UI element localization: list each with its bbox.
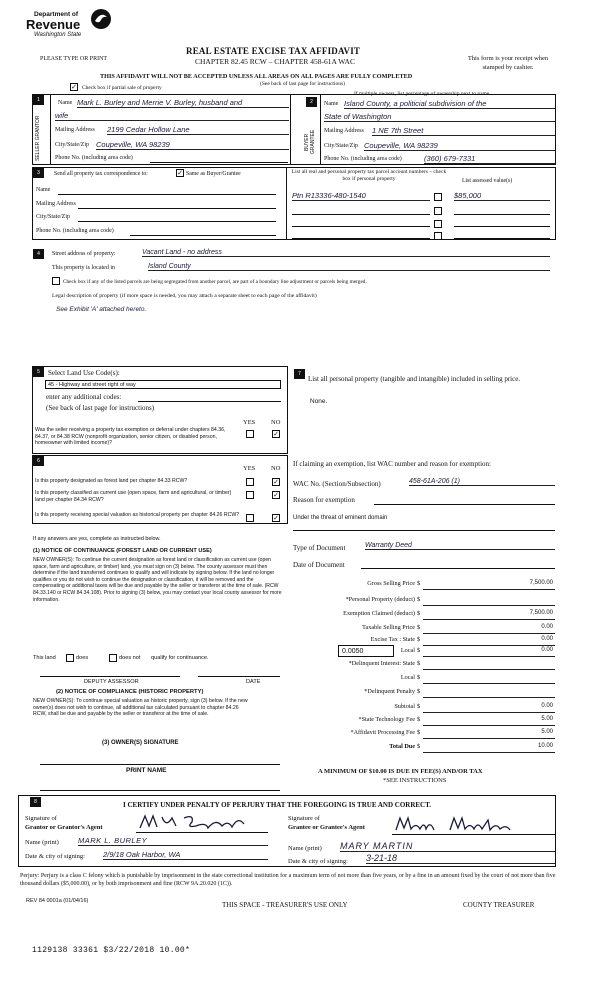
personal-property-title: List all personal property (tangible and intangible) included in selling price. [308,375,521,383]
print-name-label: PRINT NAME [126,767,167,774]
parcel-number-1[interactable]: Ptn R13336-480-1540 [292,191,430,201]
fee-dollar-sign: $ [417,610,421,617]
treasurer-use-only: THIS SPACE - TREASURER'S USE ONLY [222,901,348,909]
exemption-deferral-question: Was the seller receiving a property tax exemption or deferral under chapters 84.36, 84.37, or 84.38 RCW (nonprofit organization, senior citizen, or disabled person, homeowner with limited income)? [35,427,226,446]
fee-dollar-sign: $ [417,716,421,723]
grantor-date-city[interactable]: 2/9/18 Oak Harbor, WA [103,850,268,860]
reason-label: Reason for exemption [293,496,355,504]
located-label: This property is located in [52,265,115,271]
seller-city[interactable]: Coupeville, WA 98239 [96,140,289,150]
dor-logo [8,8,128,52]
receipt-stamp: 1129138 33361 $3/22/2018 10.00* [32,946,191,955]
personal-property-value[interactable]: None. [310,398,328,405]
parcel-1-checkbox[interactable] [434,193,442,201]
fee-value[interactable]: 7,500.00 [529,610,553,616]
forest-q3-yes-checkbox[interactable] [246,514,254,522]
fee-row [293,743,555,753]
fee-dollar-sign: $ [417,743,421,750]
section-6-badge: 6 [33,456,44,466]
notice-continuance-title: (1) NOTICE OF CONTINUANCE (FOREST LAND OR CURRENT USE) [33,548,212,554]
section-5-badge: 5 [33,367,44,377]
deferral-yes-checkbox[interactable] [246,430,254,438]
assessed-header: List assessed value(s) [462,178,513,184]
deputy-assessor-label: DEPUTY ASSESSOR [84,679,139,685]
fee-label: *State Technology Fee [358,716,415,723]
buyer-address-label: Mailing Address [324,128,364,134]
assessed-value-1[interactable]: $85,000 [454,191,550,201]
fee-value[interactable]: 0.00 [541,624,553,630]
fee-row [293,729,555,739]
legal-label: Legal description of property (if more space is needed, you may attach a separate sheet to each page of the affidavit) [52,293,317,299]
forest-no-header: NO [271,465,281,472]
forest-q1: Is this property designated as forest land per chapter 84.33 RCW? [35,478,188,484]
land-use-no-header: NO [271,419,281,426]
fee-value[interactable]: 7,500.00 [529,580,553,586]
grantee-signature[interactable] [392,814,542,836]
fee-label: Gross Selling Price [367,580,415,587]
land-does-label: This land [33,655,56,661]
land-use-see-back: (See back of last page for instructions) [46,404,155,412]
fee-value[interactable]: 0.00 [541,647,553,653]
land-use-code-select[interactable]: 45 - Highway and street right of way [45,380,281,389]
grantor-name-label: Name (print) [25,839,59,846]
parcel-2-checkbox[interactable] [434,207,442,215]
fee-dollar-sign: $ [417,729,421,736]
buyer-phone[interactable]: (360) 679-7331 [424,154,555,164]
grantor-sig-label-1: Signature of [25,815,57,822]
qualify-label: qualify for continuance. [151,655,209,661]
agency-line3: Washington State [34,32,82,38]
land-use-title: Select Land Use Code(s): [48,369,120,377]
dor-emblem-icon [90,8,112,34]
forest-q2-yes-checkbox[interactable] [246,491,254,499]
buyer-name-2[interactable]: State of Washington [324,112,555,122]
seller-city-label: City/State/Zip [55,142,89,148]
buyer-side-label: BUYER GRANTEE [304,129,316,155]
chapter-line: CHAPTER 82.45 RCW – CHAPTER 458-61A WAC [195,57,355,66]
minimum-fee-note: A MINIMUM OF $10.00 IS DUE IN FEE(S) AND/OR TAX [318,768,483,775]
does-label: does [76,655,89,661]
fee-label: Local [400,674,415,681]
fee-dollar-sign: $ [417,596,421,603]
partial-sale-label: Check box if partial sale of property [82,85,162,91]
seller-address-label: Mailing Address [55,127,95,133]
buyer-name-1[interactable]: Island County, a politicial subdivision of the [344,99,555,109]
corr-phone-label: Phone No. (including area code) [36,228,114,234]
land-does-checkbox[interactable] [66,654,74,662]
grantee-date-label: Date & city of signing: [288,858,348,865]
fee-line [423,738,555,739]
grantee-sig-label-1: Signature of [288,815,320,822]
forest-q3-no-checkbox[interactable]: ✓ [273,514,279,522]
fee-dollar-sign: $ [417,660,421,667]
grantee-sig-label-2: Grantee or Grantee's Agent [288,824,365,831]
fee-value[interactable]: 0.00 [541,636,553,642]
fee-line [423,712,555,713]
fee-value[interactable]: 0.00 [541,703,553,709]
seller-name-1[interactable]: Mark L. Burley and Merrie V. Burley, husband and [77,98,289,108]
seller-phone-label: Phone No. (including area code) [55,155,133,161]
street-address[interactable]: Vacant Land - no address [142,249,550,257]
fee-value[interactable]: 5.00 [541,729,553,735]
corr-city-label: City/State/Zip [36,214,70,220]
fee-line [423,752,555,753]
buyer-name-label: Name [324,101,339,107]
fee-line [423,605,555,606]
deferral-no-checkbox[interactable]: ✓ [273,430,279,438]
receipt-note: This form is your receipt when stamped by cashier. [467,55,549,71]
grantor-signature[interactable] [136,812,276,834]
buyer-city[interactable]: Coupeville, WA 98239 [364,141,555,151]
grantee-date-city[interactable]: 3-21-18 [366,853,555,864]
perjury-notice: Perjury: Perjury is a class C felony which is punishable by imprisonment in the state correctional institution for a maximum term of not more than five years, or by a fine in an amount fixed by the court of not more than five thousand dollars ($5,000.00), or by both imprisonment and fine (RCW 9A.20.020 (1C)). [20,873,556,887]
seller-name-2[interactable]: wife [55,111,289,121]
forest-yes-header: YES [243,465,256,472]
does-not-label: does not [119,655,141,661]
same-as-buyer-checkbox[interactable]: ✓ [177,169,183,177]
fee-line [423,589,555,590]
forest-q1-yes-checkbox[interactable] [246,478,254,486]
section-1-badge: 1 [33,95,44,105]
fee-row [293,580,555,590]
seller-address[interactable]: 2199 Cedar Hollow Lane [107,125,289,135]
forest-q2: Is this property classified as current use (open space, farm and agricultural, or timber) land per chapter 84.34 RCW? [35,490,232,503]
grantor-sig-label-2: Grantor or Grantor's Agent [25,824,103,831]
form-revision: REV 84 0001a (01/04/16) [26,898,89,904]
deputy-date-label: DATE [246,679,261,685]
fee-line [423,683,555,684]
fee-row [293,674,555,684]
form-title: REAL ESTATE EXCISE TAX AFFIDAVIT [186,46,361,56]
fee-line [423,619,555,620]
fee-dollar-sign: $ [417,647,421,654]
fee-line [423,645,555,646]
see-instructions: *SEE INSTRUCTIONS [383,777,447,784]
located-county[interactable]: Island County [148,263,550,271]
fee-row [293,647,555,657]
fee-label: Taxable Selling Price [362,624,415,631]
see-back-header: (See back of last page for instructions) [260,81,345,87]
section-4-badge: 4 [33,249,44,259]
fee-line [423,656,555,657]
legal-description[interactable]: See Exhibit 'A' attached hereto. [56,306,147,313]
doc-type-value[interactable]: Warranty Deed [365,542,555,550]
street-label: Street address of property: [52,251,116,257]
land-use-yes-header: YES [243,419,256,426]
fee-label: Subtotal [394,703,415,710]
buyer-address[interactable]: 1 NE 7th Street [372,126,555,136]
fee-row [293,610,555,620]
fee-label: *Delinquent Penalty [364,688,415,695]
section-2-badge: 2 [306,97,317,107]
warning-text: THIS AFFIDAVIT WILL NOT BE ACCEPTED UNLESS ALL AREAS ON ALL PAGES ARE FULLY COMPLETED [100,73,413,80]
same-as-buyer-label: Same as Buyer/Grantee [186,171,241,177]
fee-dollar-sign: $ [417,703,421,710]
section-8-badge: 8 [30,797,41,807]
owner-signature-label: (3) OWNER(S) SIGNATURE [102,740,179,746]
fee-row [293,660,555,670]
wac-label: WAC No. (Section/Subsection) [293,480,381,488]
seller-side-label: SELLER GRANTOR [35,115,41,161]
section-7-badge: 7 [294,369,305,379]
fee-value[interactable]: 10.00 [537,743,553,749]
notice-continuance-body: NEW OWNER(S): To continue the current designation as forest land or classification as current use (open space, farm and agriculture, or timber) land, you must sign on (3) below. The county assessor must then determine if the land transferred continues to qualify and will indicate by signing below. If the land no longer qualifies or you do not wish to continue the designation or classification, it will be removed and the compensating or additional taxes will be due and payable by the seller or transferor at the time of sale. (RCW 84.33.140 or RCW 84.34.108). Prior to signing (3) below, you may contact your local county assessor for more information. [33,557,282,603]
parcel-4-checkbox[interactable] [434,232,442,240]
buyer-city-label: City/State/Zip [324,143,358,149]
grantor-date-label: Date & city of signing: [25,853,85,860]
fee-label: Local [400,647,415,654]
land-does-not-checkbox[interactable] [109,654,117,662]
forest-q2-no-checkbox[interactable]: ✓ [273,491,279,499]
doc-date-label: Date of Document [293,561,345,569]
fee-dollar-sign: $ [417,636,421,643]
fee-dollar-sign: $ [417,580,421,587]
exemption-title: If claiming an exemption, list WAC number and reason for exemption: [293,460,491,468]
fee-label: Total Due [389,743,415,750]
please-type: PLEASE TYPE OR PRINT [40,56,108,62]
forest-if-yes: If any answers are yes, complete as instructed below. [33,536,161,542]
grantee-name[interactable]: MARY MARTIN [340,841,555,852]
fee-row [293,716,555,726]
forest-q1-no-checkbox[interactable]: ✓ [273,478,279,486]
agency-line1: Department of [34,11,79,18]
partial-sale-checkbox[interactable]: ✓ [71,83,77,91]
buyer-phone-label: Phone No. (including area code) [324,156,402,162]
corr-name-label: Name [36,187,51,193]
fee-label: *Personal Property (deduct) [345,596,415,603]
fee-dollar-sign: $ [417,688,421,695]
fee-row [293,596,555,606]
fee-dollar-sign: $ [417,674,421,681]
seller-name-label: Name [58,100,73,106]
fee-line [423,697,555,698]
fee-label: *Delinquent Interest: State [348,660,415,667]
fee-row [293,624,555,634]
fee-label: *Affidavit Processing Fee [350,729,415,736]
parcel-3-checkbox[interactable] [434,220,442,228]
fee-value[interactable]: 5.00 [541,716,553,722]
fee-line [423,669,555,670]
wac-number[interactable]: 458-61A-206 (1) [409,478,555,486]
fee-label: Excise Tax : State [370,636,415,643]
forest-q3: Is this property receiving special valuation as historical property per chapter 84.26 RCW? [35,512,240,518]
fee-row [293,688,555,698]
doc-type-label: Type of Document [293,544,346,552]
notice-compliance-body: NEW OWNER(S): To continue special valuation as historic property, sign (3) below. If the new owner(s) does not wish to continue, all additional tax calculated pursuant to chapter 84.26 RCW, shall be due and payable by the seller or transferor at the time of sale. [33,698,248,718]
multiple-owners-note: If multiple owners, list percentage of ownership next to name [354,91,490,97]
agency-line2: Revenue [26,17,81,32]
fee-row [293,636,555,646]
county-treasurer: COUNTY TREASURER [463,901,535,909]
section-3-badge: 3 [33,168,44,178]
fee-line [423,725,555,726]
segregated-label: Check box if any of the listed parcels are being segregated from another parcel, are part of a boundary line adjustment or parcels being merged. [63,279,367,285]
additional-codes-label: enter any additional codes: [46,393,122,401]
fee-label: Exemption Claimed (deduct) [343,610,415,617]
corr-address-label: Mailing Address [36,201,76,207]
segregated-checkbox[interactable] [52,277,60,285]
fee-line [423,633,555,634]
notice-compliance-title: (2) NOTICE OF COMPLIANCE (HISTORIC PROPERTY) [56,689,204,695]
certification-statement: I CERTIFY UNDER PENALTY OF PERJURY THAT THE FOREGOING IS TRUE AND CORRECT. [123,801,432,809]
fee-row [293,703,555,713]
fee-dollar-sign: $ [417,624,421,631]
parcel-header: List all real and personal property tax parcel account numbers – check box if personal property [291,169,447,182]
grantor-name[interactable]: MARK L. BURLEY [78,836,268,846]
reason-value[interactable]: Under the threat of eminent domain [293,515,388,521]
correspondence-title: Send all property tax correspondence to: [54,171,148,177]
local-rate-box[interactable]: 0.0050 [338,645,394,657]
grantee-name-label: Name (print) [288,845,322,852]
